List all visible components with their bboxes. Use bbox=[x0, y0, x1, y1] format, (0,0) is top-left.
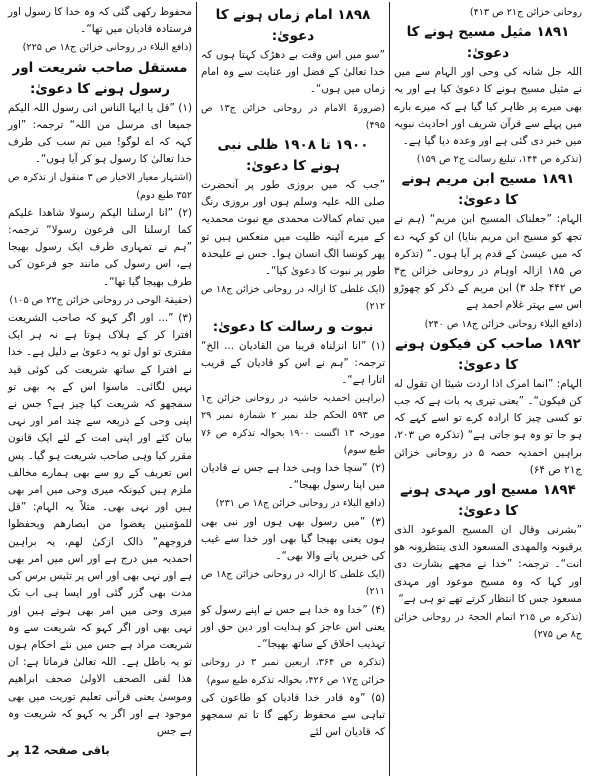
reference: (تذکرہ ص ۲۱۵ اتمام الحجۃ در روحانی خزائن ج۸ ص ۲۷۵) bbox=[394, 612, 582, 641]
paragraph: ”بشرنی وقال ان المسیح الموعود الذی یرقبونہ والمھدی المسعود الذی ینتظرونہ ھو انت“۔ ترجمہ: ”خدا نے مجھے بشارت دی اور کہا کہ وہ مسیح موعود اور مہدی مسعود جس کا انتظار کرتے تھے تو ہی ہے“ bbox=[394, 524, 582, 605]
paragraph: (۵) ”وہ قادر خدا قادیان کو طاعون کی تباہی سے محفوظ رکھے گا تا تم سمجھو کہ قادیان اس لئے bbox=[201, 691, 385, 739]
document-page bbox=[4, 2, 586, 776]
reference: (دافع البلاء روحانی خزائن ج۱۸ ص ۲۴۰) bbox=[424, 318, 582, 330]
heading-kun-fayakun-claim: ۱۸۹۲ صاحب کن فیکون ہونے کا دعویٰ: bbox=[395, 335, 581, 373]
reference: (تذکرہ ص ۳۶۴، اربعین نمبر ۳ در روحانی خزائن ج۱۷ ص ۴۲۶، بحوالہ تذکرہ طبع سوم) bbox=[201, 657, 385, 686]
heading-zilli-nabi-claim: ۱۹۰۰ تا ۱۹۰۸ ظلی نبی ہونے کا دعویٰ: bbox=[217, 137, 369, 175]
heading-sahib-shariat-claim: مستقل صاحب شریعت اور رسول ہونے کا دعویٰ: bbox=[12, 59, 188, 97]
heading-nubuwwat-risalat-claim: نبوت و رسالت کا دعویٰ: bbox=[212, 318, 374, 335]
reference: (حقیقۃ الوحی در روحانی خزائن ج۲۲ ص ۱۰۵) bbox=[9, 294, 192, 306]
continued-on-page-note: باقی صفحہ 12 پر bbox=[8, 743, 110, 758]
paragraph: اللہ جل شانہ کی وحی اور الہام سے میں نے مثیل مسیح ہونے کا دعویٰ کیا ہے اور یہ بھی میرے پر ظاہر کیا گیا ہے کہ میرے بارے میں پہلے سے قرآن شریف اور احادیث نبویہ میں خبر دی گئی ہے اور وعدہ دیا گیا ہے۔ bbox=[394, 66, 582, 148]
heading-imam-zaman-claim: ۱۸۹۸ امام زماں ہونے کا دعویٰ: bbox=[215, 7, 371, 44]
column-right bbox=[390, 2, 586, 776]
paragraph: محفوظ رکھی گئی کہ وہ خدا کا رسول اور فرستادہ قادیان میں تھا“۔ bbox=[8, 6, 192, 36]
paragraph: (۳) ”میں رسول بھی ہوں اور نبی بھی ہوں یعنی بھیجا گیا بھی اور خدا سے غیب کی خبریں پانے والا بھی“۔ bbox=[201, 515, 385, 563]
paragraph: الہام: ”جعلناک المسیح ابن مریم“ (ہم نے تجھ کو مسیح ابن مریم بنایا) ان کو کہہ دے کہ میں عیسیٰ کے قدم پر آیا ہوں۔“ (تذکرہ ص ۱۸۵ ازالہ اوہام در روحانی خزائن ج۳ ص ۴۴۲ جلد ۳) ابن مریم کے ذکر کو چھوڑو اس سے بہتر غلام احمد ہے bbox=[394, 213, 582, 312]
heading-masih-mahdi-claim: ۱۸۹۴ مسیح اور مہدی ہونے کا دعویٰ: bbox=[400, 482, 576, 520]
paragraph: (۳) ”... اور اگر کہو کہ صاحب الشریعت افترا کر کے ہلاک ہوتا ہے نہ ہر ایک مفتری تو اول تو یہ دعویٰ بے دلیل ہے۔ خدا نے افترا کے ساتھ شریعت کی کوئی قید نہیں لگائی۔ ماسوا اس کے یہ بھی تو سمجھو کہ شریعت کیا چیز ہے؟ جس نے اپنی وحی کے ذریعہ سے چند امر اور نہی بیان کئے اور اپنی امت کے لئے ایک قانون مقرر کیا وہی صاحب شریعت ہو گیا۔ پس اس تعریف کے رو سے بھی ہمارے مخالف ملزم ہیں کیونکہ میری وحی میں امر بھی ہیں اور نہی بھی۔ مثلاً یہ الہام: ”قل للمؤمنین یغضوا من ابصارھم ویحفظوا فروجھم“ ذالک ازکیٰ لھم، یہ براہین احمدیہ میں درج ہے اور اس میں امر بھی ہے اور نہی بھی اور اس پر تئیس برس کی مدت بھی گزر گئی اور ایسا ہی اب تک میری وحی میں امر بھی ہوتے ہیں اور نہی بھی اور اگر کہو کہ شریعت سے وہ شریعت مراد ہے جس میں نئے احکام ہوں تو یہ باطل ہے۔ اللہ تعالیٰ فرماتا ہے: ان ھذا لفی الصحف الاولیٰ صحف ابراھیم وموسیٰ یعنی قرآنی تعلیم توریت میں بھی موجود ہے اور اگر یہ کہو کہ شریعت وہ ہے جس bbox=[8, 312, 192, 737]
paragraph: (۴) ”خدا وہ خدا ہے جس نے اپنے رسول کو یعنی اس عاجز کو ہدایت اور دین حق اور تہذیب اخلاق کے ساتھ بھیجا“۔ bbox=[201, 603, 385, 651]
reference: (براہین احمدیہ حاشیہ در روحانی خزائن ج۱ ص ۵۹۳ الحکم جلد نمبر ۲ شمارہ نمبر ۲۹ مورخہ ۱۳ اگست ۱۹۰۰ بحوالہ تذکرہ ص ۷۶ طبع سوم) bbox=[201, 393, 386, 456]
reference: (دافع البلاء در روحانی خزائن ج۱۸ ص ۲۳۱) bbox=[215, 498, 385, 510]
heading-mathil-masih-claim: ۱۸۹۱ مثیل مسیح ہونے کا دعویٰ: bbox=[406, 24, 570, 62]
column-left bbox=[4, 2, 196, 776]
reference: (ایک غلطی کا ازالہ در روحانی خزائن ج۱۸ ص ۲۱۲) bbox=[201, 284, 385, 313]
paragraph: (۱) ”قل یا ایہا الناس انی رسول اللہ الیکم جمیعا ای مرسل من اللہ“ ترجمہ: ”اور کہہ کہ اے لوگو! میں تم سب کی طرف خدا تعالیٰ کا رسول ہو کر آیا ہوں“۔ bbox=[8, 101, 192, 166]
paragraph: الہام: ”انما امرک اذا اردت شیئا ان تقول له کن فیکون“۔ ”یعنی تیری یہ بات ہے کہ جب تو کسی چیز کا ارادہ کرے تو اسے کہے کہ ہو جا تو وہ ہو جاتی ہے“ (تذکرہ ص ۲۰۳، براہین احمدیہ حصہ ۵ در روحانی خزائن ج۲۱ ص ۶۴) bbox=[394, 377, 582, 476]
reference: (اشتہار معیار الاخیار ص ۳ منقول از تذکرہ ص ۳۵۲ طبع دوم) bbox=[8, 172, 192, 201]
reference: (ضرورۃ الامام در روحانی خزائن ج۱۳ ص ۴۹۵) bbox=[201, 102, 386, 131]
reference: (دافع البلاء در روحانی خزائن ج۱۸ ص ۲۲۵) bbox=[22, 42, 192, 54]
column-middle bbox=[196, 2, 390, 776]
reference: (ایک غلطی کا ازالہ در روحانی خزائن ج۱۸ ص ۲۱۱) bbox=[201, 569, 385, 598]
paragraph: (۲) ”سچا خدا وہی خدا ہے جس نے قادیان میں اپنا رسول بھیجا“۔ bbox=[201, 462, 385, 492]
paragraph: (۱) ”انا انزلناہ قریبا من القادیان ... الخ“ ترجمہ: ”ہم نے اس کو قادیان کے قریب اتارا ہے“۔ bbox=[201, 339, 385, 387]
top-reference: روحانی خزائن ج۲۱ ص ۴۱۳) bbox=[469, 7, 582, 18]
heading-masih-ibn-maryam-claim: ۱۸۹۱ مسیح ابن مریم ہونے کا دعویٰ: bbox=[401, 171, 575, 209]
paragraph: ”سو میں اس وقت بے دھڑک کہتا ہوں کہ خدا تعالیٰ کے فضل اور عنایت سے وہ امام زماں میں ہوں“۔ bbox=[201, 49, 385, 96]
paragraph: (۲) ”انا ارسلنا الیکم رسولا شاھدا علیکم کما ارسلنا الی فرعون رسولا“ ترجمہ: ”ہم نے تمہاری طرف ایک رسول بھیجا ہے، اس رسول کی مانند جو فرعون کی طرف بھیجا گیا تھا“۔ bbox=[8, 206, 192, 288]
reference: (تذکرہ ص ۱۴۴، تبلیغ رسالت ج۲ ص ۱۵۹) bbox=[416, 154, 582, 166]
paragraph: ”جب کہ میں بروزی طور پر آنحضرت صلی اللہ علیہ وسلم ہوں اور بروزی رنگ میں تمام کمالات محمدی مع نبوت محمدیہ کے میرے آئینہ ظلیت میں منعکس ہیں تو پھر کونسا الگ انسان ہوا۔ جس نے علیحدہ طور پر نبوت کا دعویٰ کیا“۔ bbox=[201, 179, 385, 278]
